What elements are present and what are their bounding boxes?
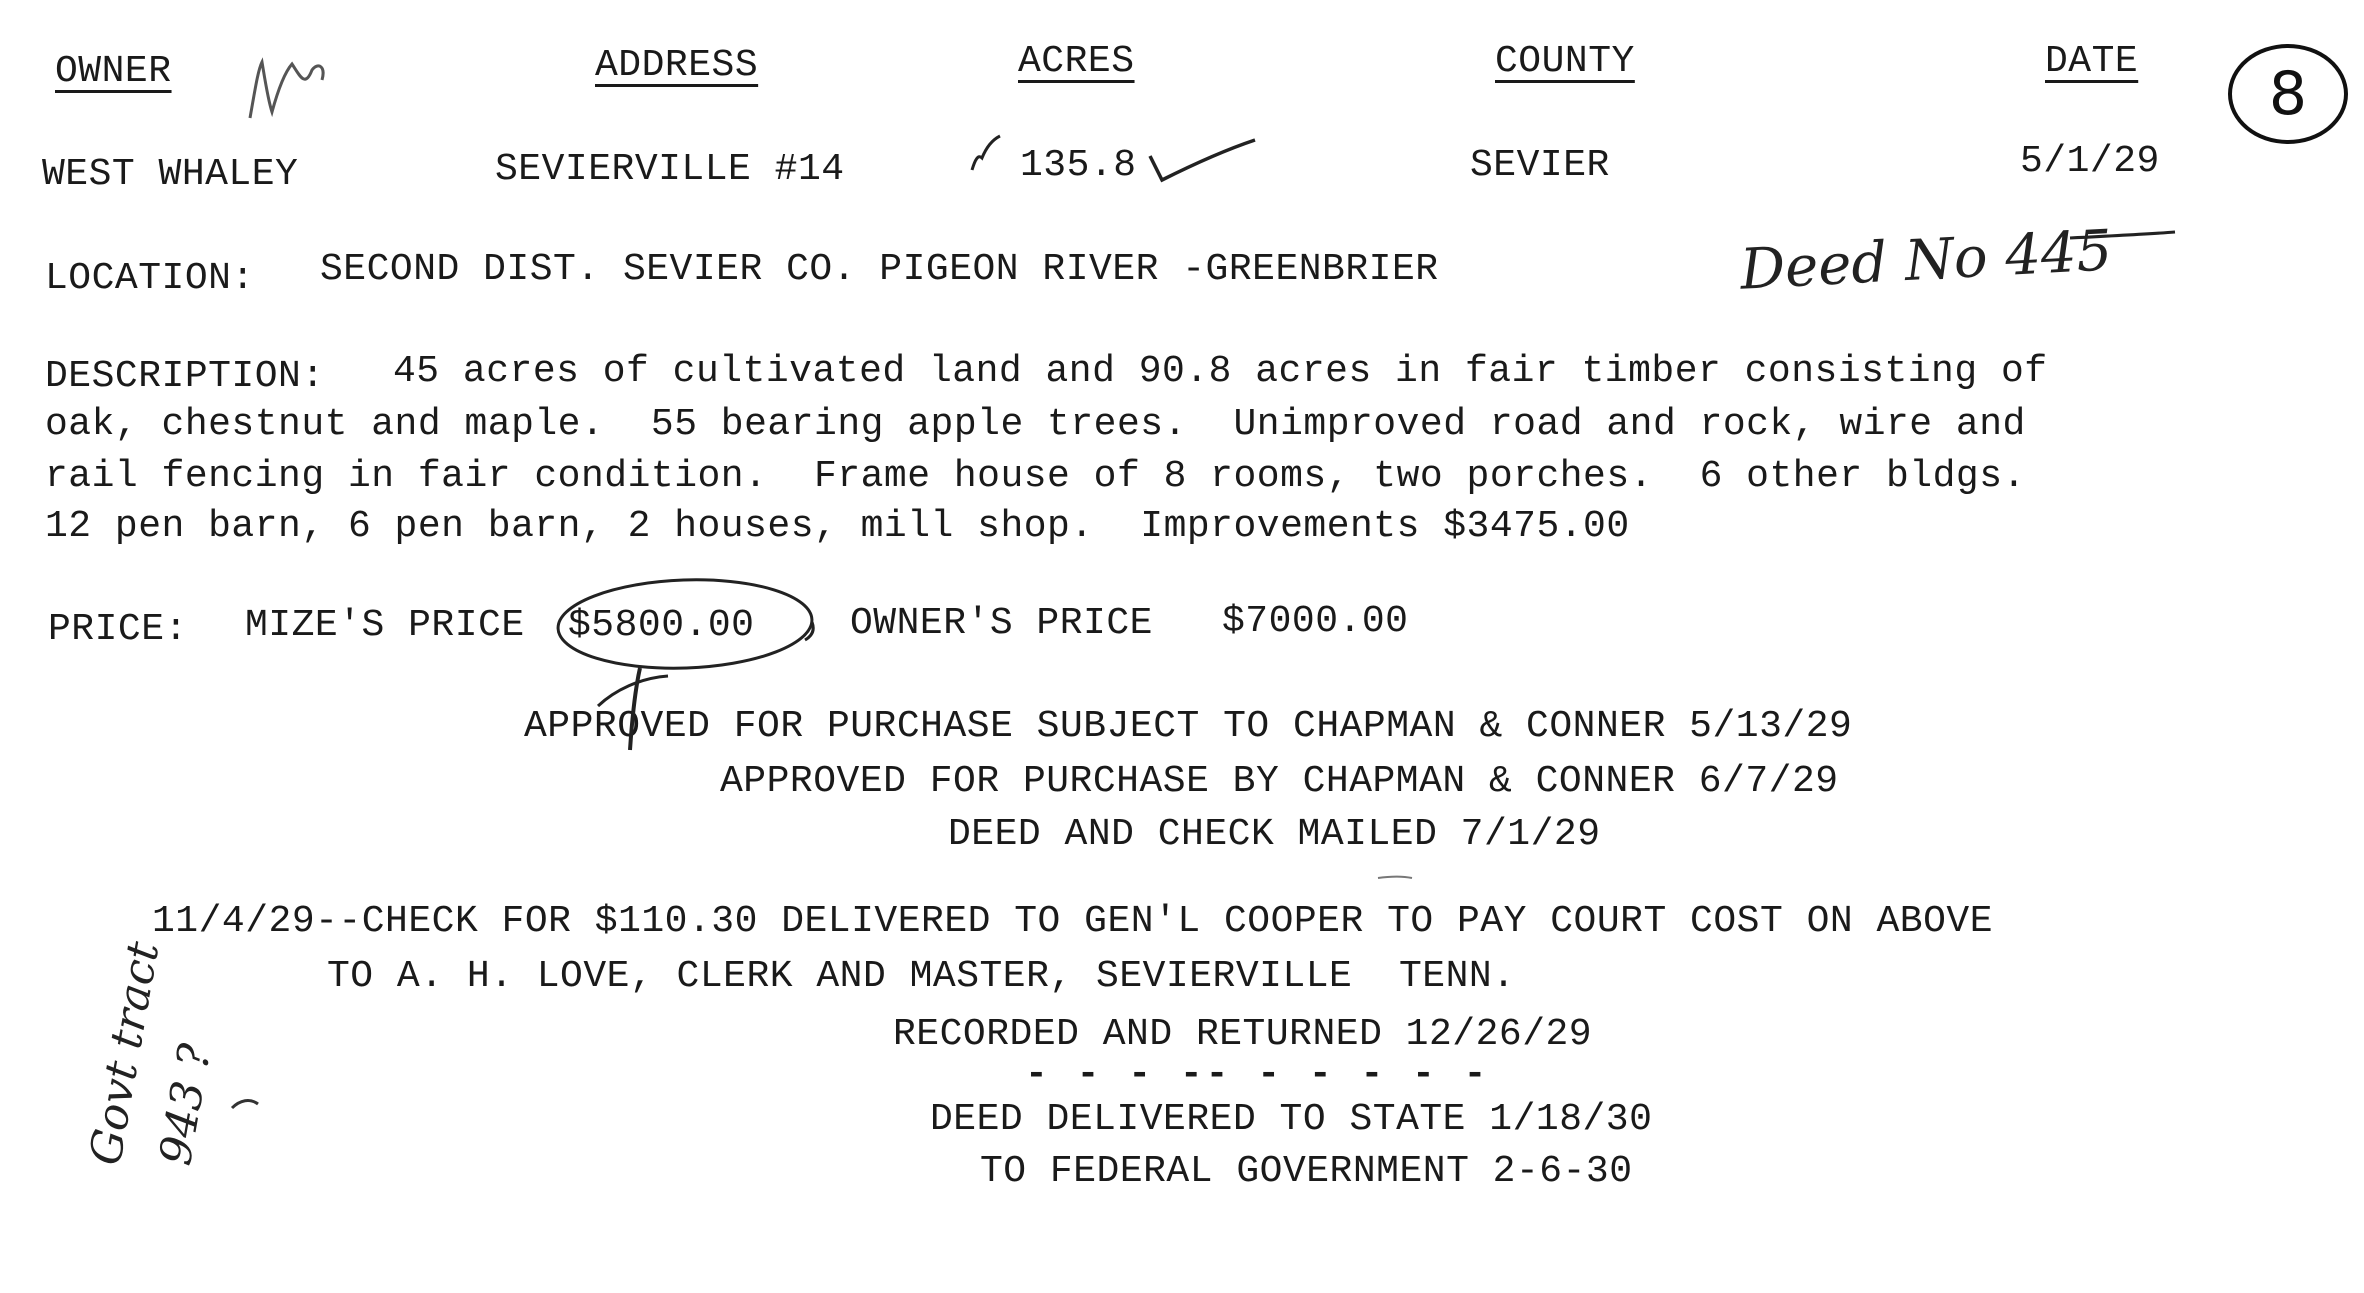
location-label: LOCATION: — [45, 257, 255, 300]
court-cost-line-2: TO A. H. LOVE, CLERK AND MASTER, SEVIERVILLE TENN. — [327, 955, 1516, 998]
date-header: DATE — [2045, 40, 2139, 83]
delivery-line-1: DEED DELIVERED TO STATE 1/18/30 — [930, 1098, 1653, 1141]
date-value: 5/1/29 — [2020, 140, 2160, 183]
owner-header: OWNER — [55, 50, 172, 93]
location-text: SECOND DIST. SEVIER CO. PIGEON RIVER -GREENBRIER — [320, 248, 1439, 291]
deed-number-handwritten: Deed No 445 — [1738, 218, 2114, 303]
owner-price-label: OWNER'S PRICE — [850, 602, 1153, 645]
acres-check-pre — [972, 136, 1000, 170]
county-value: SEVIER — [1470, 144, 1610, 187]
acres-value: 135.8 — [1020, 144, 1137, 187]
description-line-4: 12 pen barn, 6 pen barn, 2 houses, mill shop. Improvements $3475.00 — [45, 505, 1630, 548]
approval-line-2: APPROVED FOR PURCHASE BY CHAPMAN & CONNER 6/7/29 — [720, 760, 1839, 803]
acres-header: ACRES — [1018, 40, 1135, 83]
page-number: 8 — [2268, 59, 2308, 129]
description-line-3: rail fencing in fair condition. Frame house of 8 rooms, two porches. 6 other bldgs. — [45, 455, 2026, 498]
description-line-1: 45 acres of cultivated land and 90.8 acres in fair timber consisting of — [393, 350, 2048, 393]
separator-dashes: - - - -- - - - - - — [1025, 1053, 1490, 1096]
tract-number-note: 943 ? — [150, 1040, 222, 1169]
recorded-line: RECORDED AND RETURNED 12/26/29 — [893, 1013, 1593, 1056]
county-header: COUNTY — [1495, 40, 1635, 83]
mize-price-label: MIZE'S PRICE — [245, 604, 525, 647]
owner-price-value: $7000.00 — [1222, 600, 1409, 643]
owner-value: WEST WHALEY — [42, 153, 299, 196]
stray-mark — [1378, 877, 1412, 879]
approval-line-1: APPROVED FOR PURCHASE SUBJECT TO CHAPMAN & CONNER 5/13/29 — [524, 705, 1853, 748]
court-cost-line-1: 11/4/29--CHECK FOR $110.30 DELIVERED TO GEN'L COOPER TO PAY COURT COST ON ABOVE — [152, 900, 1993, 943]
address-value: SEVIERVILLE #14 — [495, 148, 845, 191]
acres-check-post — [1150, 140, 1255, 180]
price-arrow-head — [598, 676, 668, 706]
price-label: PRICE: — [48, 608, 188, 651]
description-line-2: oak, chestnut and maple. 55 bearing apple trees. Unimproved road and rock, wire and — [45, 403, 2026, 446]
side-note-hook — [232, 1101, 258, 1108]
mize-price-circle-tail — [805, 622, 813, 640]
description-label: DESCRIPTION: — [45, 355, 325, 398]
govt-tract-note: Govt tract — [80, 937, 170, 1169]
address-header: ADDRESS — [595, 44, 759, 87]
delivery-line-2: TO FEDERAL GOVERNMENT 2-6-30 — [980, 1150, 1633, 1193]
mize-price-value: $5800.00 — [568, 604, 755, 647]
page-number-circle — [2228, 44, 2348, 144]
owner-scribble-mark — [250, 62, 323, 118]
approval-line-3: DEED AND CHECK MAILED 7/1/29 — [948, 813, 1601, 856]
